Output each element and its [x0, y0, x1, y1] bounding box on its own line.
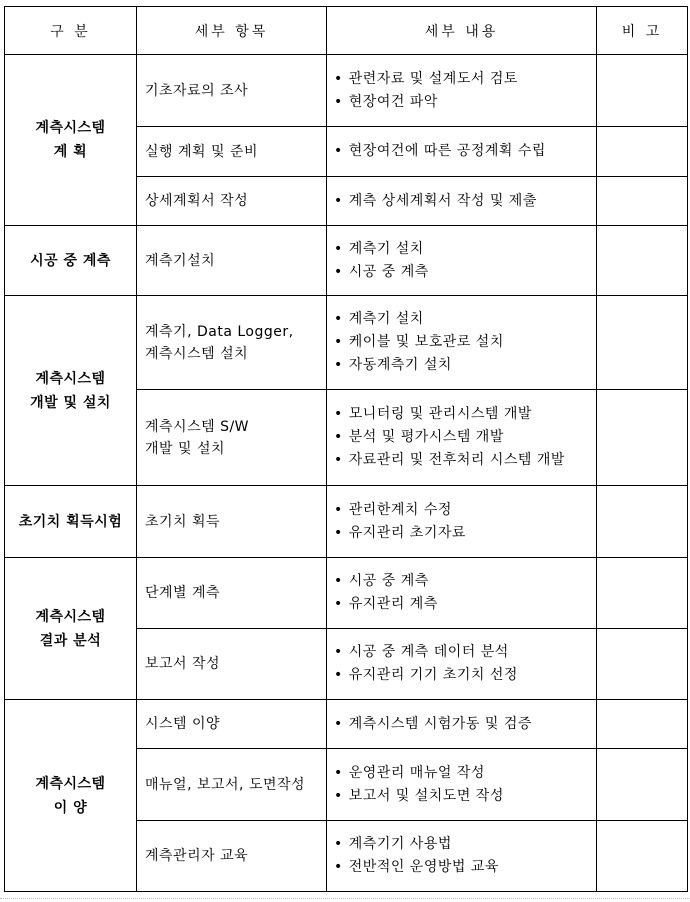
item-cell: [137, 55, 327, 127]
note-cell: [597, 390, 688, 486]
item-cell: [137, 177, 327, 226]
category-label: 이 양: [53, 799, 88, 816]
detail-cell: [327, 486, 597, 558]
table-row: [5, 55, 688, 127]
table-row: [5, 700, 688, 749]
detail-list-item: • 모니터링 및 관리시스템 개발: [334, 403, 596, 426]
category-label: 계측시스템: [35, 370, 106, 387]
detail-list-item: • 운영관리 매뉴얼 작성: [334, 762, 596, 785]
table-header-row: [5, 7, 688, 55]
note-cell: [597, 629, 688, 700]
detail-cell: [327, 296, 597, 390]
item-cell: [137, 629, 327, 700]
table-row: [5, 486, 688, 558]
detail-list: [334, 570, 596, 616]
note-cell: [597, 700, 688, 749]
item-cell: [137, 226, 327, 296]
item-cell: [137, 821, 327, 892]
table-row: [5, 296, 688, 390]
category-cell: [5, 486, 137, 558]
detail-list: [334, 713, 596, 736]
item-label: 실행 계획 및 준비: [145, 143, 259, 160]
item-cell: [137, 700, 327, 749]
detail-list: [334, 499, 596, 545]
detail-list-item: • 계측기 설치: [334, 238, 596, 261]
item-label: 계측시스템 설치: [145, 345, 249, 362]
detail-list-item: • 보고서 및 설치도면 작성: [334, 785, 596, 808]
category-label: 계측시스템: [35, 120, 106, 136]
item-label: 개발 및 설치: [145, 440, 226, 457]
detail-list-item: • 계측기기 사용법: [334, 833, 596, 856]
detail-cell: [327, 821, 597, 892]
detail-cell: [327, 226, 597, 296]
header-note: 비 고: [597, 7, 688, 55]
item-cell: [137, 127, 327, 177]
header-category: 구 분: [5, 7, 137, 55]
detail-list: [334, 641, 596, 687]
detail-list-item: • 유지관리 계측: [334, 593, 596, 616]
header-item: 세부 항목: [137, 7, 327, 55]
category-cell: [5, 55, 137, 226]
note-cell: [597, 749, 688, 821]
detail-list-item: • 분석 및 평가시스템 개발: [334, 426, 596, 449]
note-cell: [597, 177, 688, 226]
table-body: [5, 55, 688, 892]
note-cell: [597, 296, 688, 390]
category-cell: [5, 558, 137, 700]
item-label: 초기치 획득: [145, 513, 221, 530]
detail-list: [334, 833, 596, 879]
note-cell: [597, 226, 688, 296]
detail-list-item: • 자료관리 및 전후처리 시스템 개발: [334, 449, 596, 472]
detail-cell: [327, 749, 597, 821]
table-row: [5, 558, 688, 629]
category-label: 계측시스템: [35, 775, 106, 792]
note-cell: [597, 127, 688, 177]
item-label: 상세계획서 작성: [145, 193, 249, 209]
detail-cell: [327, 700, 597, 749]
item-cell: [137, 558, 327, 629]
detail-cell: [327, 177, 597, 226]
detail-list-item: • 계측기 설치: [334, 308, 596, 331]
detail-cell: [327, 629, 597, 700]
detail-cell: [327, 55, 597, 127]
detail-list-item: • 케이블 및 보호관로 설치: [334, 331, 596, 354]
detail-list-item: • 관련자료 및 설계도서 검토: [334, 68, 596, 91]
note-cell: [597, 55, 688, 127]
detail-list: [334, 238, 596, 284]
item-cell: [137, 486, 327, 558]
detail-cell: [327, 390, 597, 486]
category-label: 개발 및 설치: [30, 394, 111, 411]
item-label: 매뉴얼, 보고서, 도면작성: [145, 776, 306, 793]
detail-list: [334, 140, 596, 163]
detail-list-item: • 계측시스템 시험가동 및 검증: [334, 713, 596, 736]
category-label: 시공 중 계측: [30, 252, 111, 269]
category-cell: [5, 226, 137, 296]
category-label: 초기치 획득시험: [18, 513, 123, 530]
category-cell: [5, 296, 137, 486]
category-label: 계 획: [53, 144, 88, 160]
detail-list-item: • 자동계측기 설치: [334, 354, 596, 377]
item-label: 단계별 계측: [145, 585, 221, 601]
item-label: 계측시스템 S/W: [145, 418, 250, 435]
detail-list: [334, 403, 596, 472]
detail-list-item: • 계측 상세계획서 작성 및 제출: [334, 190, 596, 213]
detail-list: [334, 308, 596, 377]
detail-list-item: • 시공 중 계측: [334, 570, 596, 593]
item-label: 계측기설치: [145, 252, 216, 269]
item-label: 계측기, Data Logger,: [145, 323, 294, 340]
detail-list-item: • 현장여건 파악: [334, 91, 596, 114]
detail-list-item: • 유지관리 초기자료: [334, 522, 596, 545]
detail-list-item: • 시공 중 계측: [334, 261, 596, 284]
item-cell: [137, 749, 327, 821]
note-cell: [597, 558, 688, 629]
detail-list: [334, 190, 596, 213]
item-label: 계측관리자 교육: [145, 848, 249, 864]
note-cell: [597, 821, 688, 892]
category-label: 결과 분석: [39, 632, 102, 649]
note-cell: [597, 486, 688, 558]
detail-list-item: • 시공 중 계측 데이터 분석: [334, 641, 596, 664]
detail-cell: [327, 558, 597, 629]
detail-list-item: • 관리한계치 수정: [334, 499, 596, 522]
item-label: 기초자료의 조사: [145, 82, 249, 99]
item-label: 보고서 작성: [145, 656, 221, 672]
header-detail: 세부 내용: [327, 7, 597, 55]
item-cell: [137, 390, 327, 486]
detail-cell: [327, 127, 597, 177]
detail-list: [334, 762, 596, 808]
category-cell: [5, 700, 137, 892]
item-cell: [137, 296, 327, 390]
item-label: 시스템 이양: [145, 716, 221, 732]
detail-list-item: • 전반적인 운영방법 교육: [334, 856, 596, 879]
table-row: [5, 226, 688, 296]
detail-list: [334, 68, 596, 114]
category-label: 계측시스템: [35, 608, 106, 625]
page-edge-divider: [0, 898, 690, 899]
detail-list-item: • 유지관리 기기 초기치 선정: [334, 664, 596, 687]
monitoring-plan-table: [4, 6, 688, 892]
detail-list-item: • 현장여건에 따른 공정계획 수립: [334, 140, 596, 163]
